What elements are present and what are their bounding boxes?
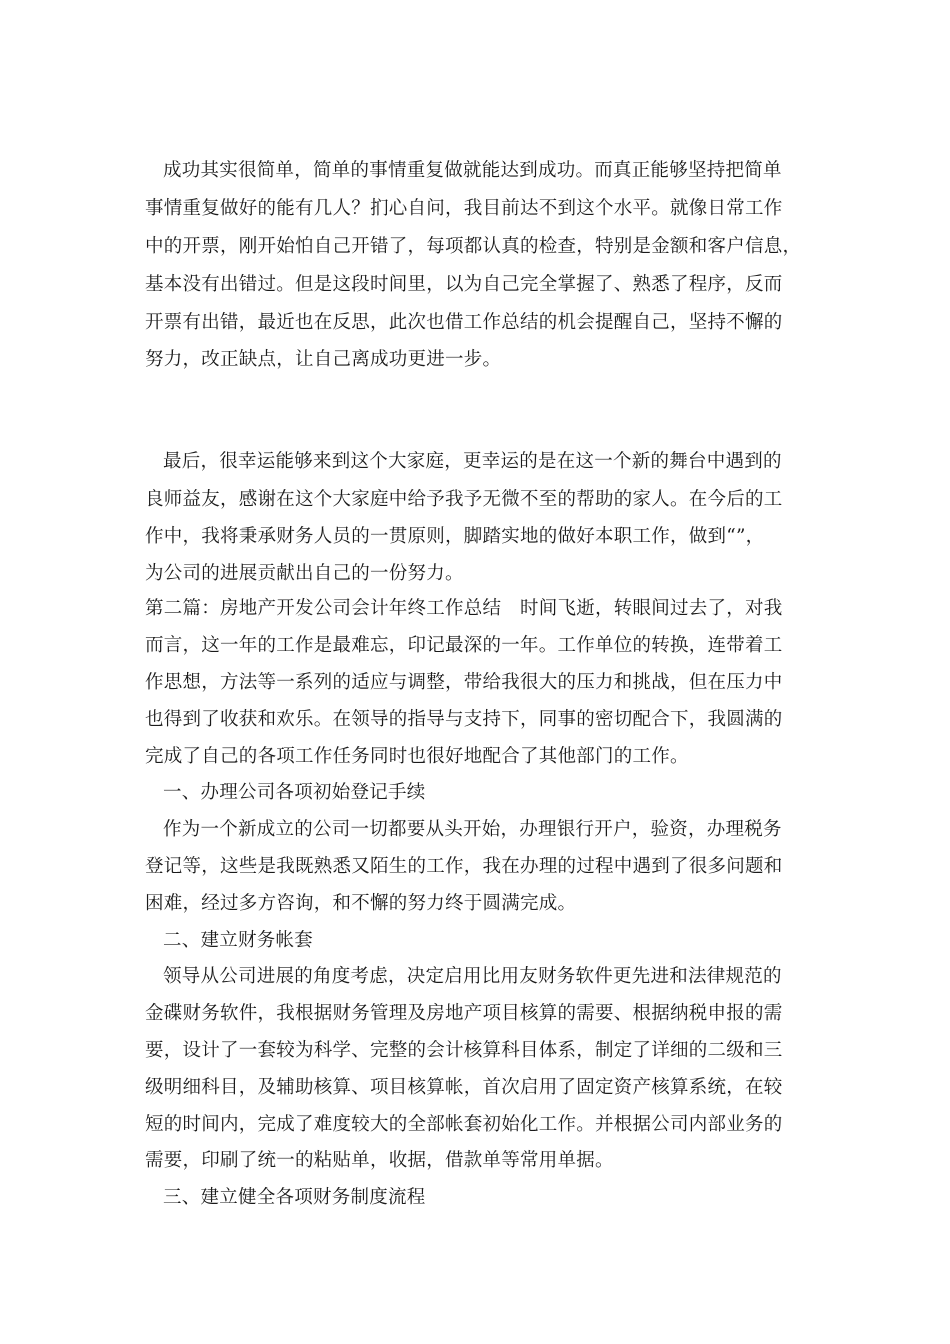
paragraph-line: 作为一个新成立的公司一切都要从头开始，办理银行开户，验资，办理税务: [163, 819, 782, 840]
paragraph-line: 作中，我将秉承财务人员的一贯原则，脚踏实地的做好本职工作，做到“”，: [145, 526, 765, 547]
section-heading: 二、建立财务帐套: [163, 930, 314, 951]
paragraph-line: 成功其实很简单，简单的事情重复做就能达到成功。而真正能够坚持把简单: [163, 160, 782, 181]
section-heading: 一、办理公司各项初始登记手续: [163, 782, 426, 803]
paragraph-line: 级明细科目，及辅助核算、项目核算帐，首次启用了固定资产核算系统，在较: [145, 1077, 783, 1098]
paragraph-line: 完成了自己的各项工作任务同时也很好地配合了其他部门的工作。: [145, 746, 689, 767]
paragraph-line: 领导从公司进展的角度考虑，决定启用比用友财务软件更先进和法律规范的: [163, 966, 782, 987]
paragraph-line: 要，设计了一套较为科学、完整的会计核算科目体系，制定了详细的二级和三: [145, 1040, 783, 1061]
paragraph-line: 短的时间内，完成了难度较大的全部帐套初始化工作。并根据公司内部业务的: [145, 1114, 783, 1135]
paragraph-line: 登记等，这些是我既熟悉又陌生的工作，我在办理的过程中遇到了很多问题和: [145, 856, 783, 877]
paragraph-line: 也得到了收获和欢乐。在领导的指导与支持下，同事的密切配合下，我圆满的: [145, 709, 783, 730]
paragraph-line: 开票有出错，最近也在反思，此次也借工作总结的机会提醒自己，坚持不懈的: [145, 312, 783, 333]
paragraph-line: 需要，印刷了统一的粘贴单，收据，借款单等常用单据。: [145, 1150, 614, 1171]
paragraph-line: 中的开票，刚开始怕自己开错了，每项都认真的检查，特别是金额和客户信息，: [145, 236, 802, 257]
section-heading: 三、建立健全各项财务制度流程: [163, 1187, 426, 1208]
paragraph-line: 金碟财务软件，我根据财务管理及房地产项目核算的需要、根据纳税申报的需: [145, 1003, 783, 1024]
paragraph-line: 作思想，方法等一系列的适应与调整，带给我很大的压力和挑战，但在压力中: [145, 672, 783, 693]
paragraph-line: 最后，很幸运能够来到这个大家庭，更幸运的是在这一个新的舞台中遇到的: [163, 451, 782, 472]
paragraph-line: 基本没有出错过。但是这段时间里，以为自己完全掌握了、熟悉了程序，反而: [145, 274, 783, 295]
paragraph-line: 为公司的进展贡献出自己的一份努力。: [145, 563, 464, 584]
paragraph-line: 而言，这一年的工作是最难忘，印记最深的一年。工作单位的转换，连带着工: [145, 635, 783, 656]
paragraph-line: 努力，改正缺点，让自己离成功更进一步。: [145, 349, 502, 370]
paragraph-line: 良师益友，感谢在这个大家庭中给予我予无微不至的帮助的家人。在今后的工: [145, 489, 783, 510]
paragraph-line: 事情重复做好的能有几人？扪心自问，我目前达不到这个水平。就像日常工作: [145, 198, 783, 219]
section-title-line: 第二篇：房地产开发公司会计年终工作总结 时间飞逝，转眼间过去了，对我: [145, 598, 783, 619]
paragraph-line: 困难，经过多方咨询，和不懈的努力终于圆满完成。: [145, 893, 577, 914]
